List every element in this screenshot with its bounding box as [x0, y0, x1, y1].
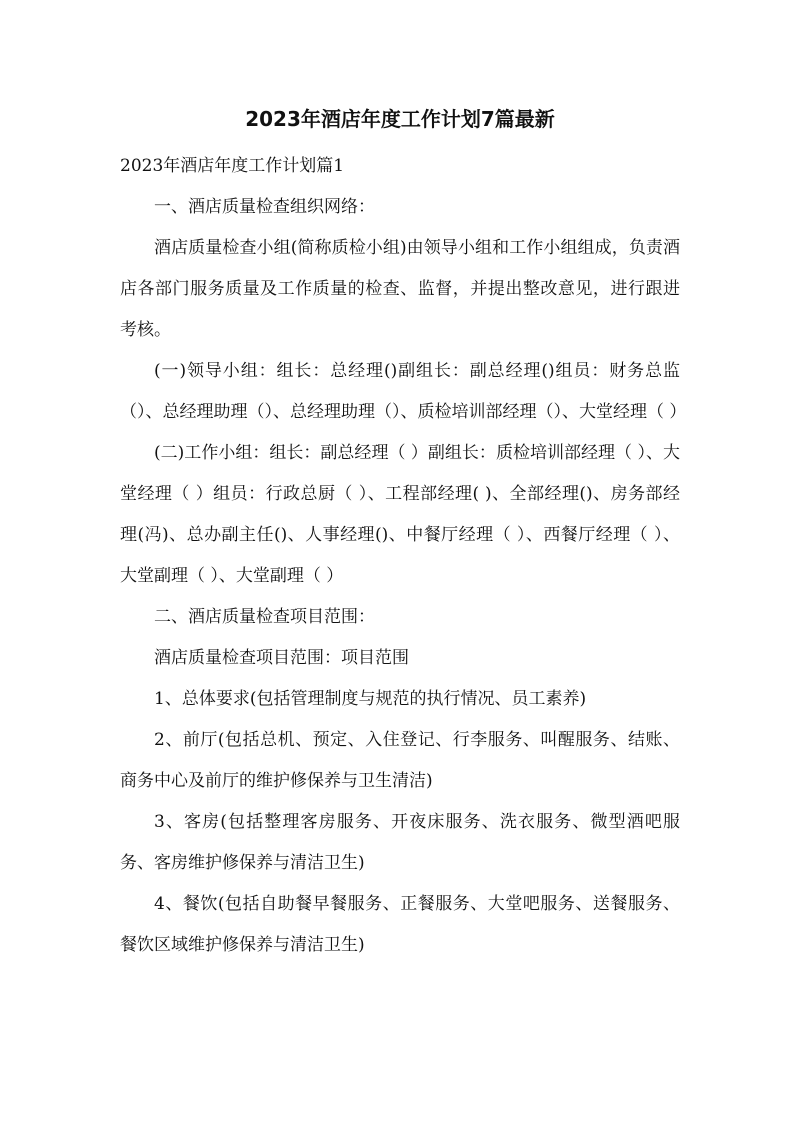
paragraph-item-2: 酒店质量检查小组(简称质检小组)由领导小组和工作小组组成，负责酒店各部门服务质量及工作质量的检查、监督，并提出整改意见，进行跟进考核。: [120, 238, 680, 340]
document-title: 2023年酒店年度工作计划7篇最新: [245, 107, 555, 131]
paragraph-item-7: 1、总体要求(包括管理制度与规范的执行情况、员工素养): [154, 689, 587, 709]
paragraph-item-9: 3、客房(包括整理客房服务、开夜床服务、洗衣服务、微型酒吧服务、客房维护修保养与清洁卫生): [120, 812, 680, 873]
document-body: [120, 146, 687, 966]
paragraph-item-6: 酒店质量检查项目范围：项目范围: [154, 648, 409, 668]
paragraph-item-3: (一)领导小组：组长：总经理()副组长：副总经理()组员：财务总监（）、总经理助理（）、总经理助理（）、质检培训部经理（）、大堂经理（ ）: [120, 361, 687, 422]
paragraph-item-5: 二、酒店质量检查项目范围：: [154, 607, 375, 627]
paragraph-section-heading: 2023年酒店年度工作计划篇1: [120, 156, 345, 176]
paragraph-item-1: 一、酒店质量检查组织网络：: [154, 197, 375, 217]
paragraph-item-4: (二)工作小组：组长：副总经理（ ）副组长：质检培训部经理（ ）、大堂经理（ ）组员：行政总厨（ ）、工程部经理( )、全部经理()、房务部经理(冯)、总办副主任()、人事经理()、中餐厅经理（ ）、西餐厅经理（ ）、大堂副理（ ）、大堂副理（ ）: [120, 443, 680, 586]
paragraph-item-8: 2、前厅(包括总机、预定、入住登记、行李服务、叫醒服务、结账、商务中心及前厅的维护修保养与卫生清洁): [120, 730, 680, 791]
paragraph-item-10: 4、餐饮(包括自助餐早餐服务、正餐服务、大堂吧服务、送餐服务、餐饮区域维护修保养与清洁卫生): [120, 894, 680, 955]
